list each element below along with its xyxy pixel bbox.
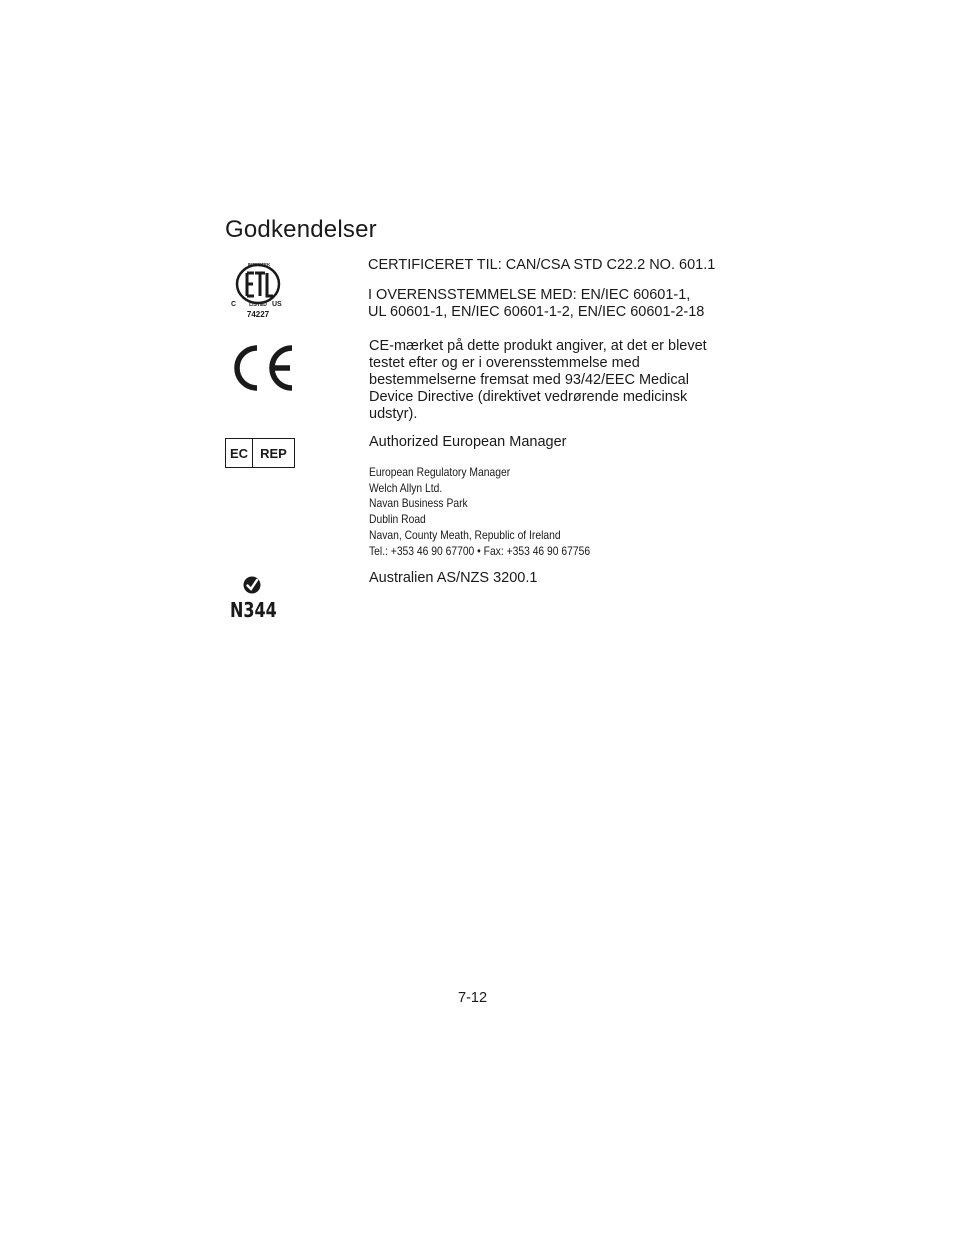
ce-mark-icon xyxy=(226,344,296,392)
address-line: Navan, County Meath, Republic of Ireland xyxy=(369,527,561,542)
authorized-manager-heading: Authorized European Manager xyxy=(369,434,567,450)
compliance-text xyxy=(368,287,748,321)
n344-code: N344 xyxy=(230,598,277,622)
compliance-line-1: I OVERENSSTEMMELSE MED: EN/IEC 60601-1, xyxy=(368,287,691,303)
compliance-line-2: UL 60601-1, EN/IEC 60601-1-2, EN/IEC 60601-2-18 xyxy=(368,304,705,320)
etl-listed-icon xyxy=(227,259,291,321)
etl-center-text: LISTED xyxy=(249,302,267,308)
page-title: Godkendelser xyxy=(225,216,377,243)
ec-label: EC xyxy=(226,439,253,467)
address-line: Dublin Road xyxy=(369,512,426,527)
etl-right-text: US xyxy=(272,301,282,308)
address-line: Navan Business Park xyxy=(369,496,468,511)
address-line: Tel.: +353 46 90 67700 • Fax: +353 46 90 67756 xyxy=(369,543,591,558)
ce-description: CE-mærket på dette produkt angiver, at det er blevet testet efter og er i overensstemmelse med bestemmelserne fremsat med 93/42/EEC Medical Device Directive (direktivet vedrørende medicinsk udstyr). xyxy=(369,338,707,422)
australia-standard-text: Australien AS/NZS 3200.1 xyxy=(369,570,538,586)
ec-rep-symbol xyxy=(225,438,295,468)
address-line: European Regulatory Manager xyxy=(369,465,511,479)
manager-address xyxy=(369,465,590,559)
etl-number: 74227 xyxy=(246,310,270,319)
c-tick-icon xyxy=(242,575,262,595)
page-number: 7-12 xyxy=(458,990,488,1006)
certified-to-text: CERTIFICERET TIL: CAN/CSA STD C22.2 NO. 601.1 xyxy=(368,257,716,273)
address-line: Welch Allyn Ltd. xyxy=(369,480,443,495)
etl-top-text: INTERTEK xyxy=(247,262,271,267)
etl-left-text: C xyxy=(231,301,237,308)
rep-label: REP xyxy=(260,445,287,461)
